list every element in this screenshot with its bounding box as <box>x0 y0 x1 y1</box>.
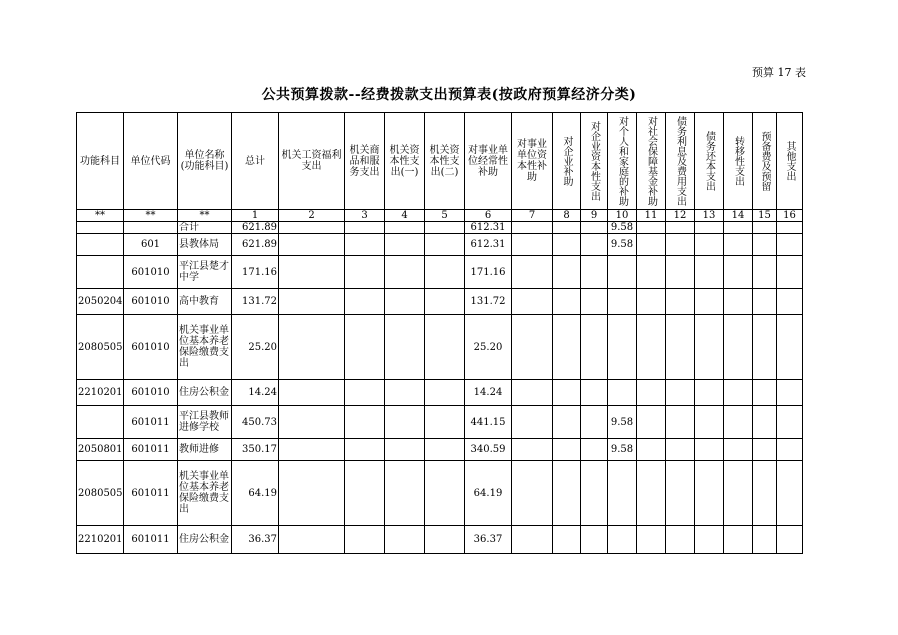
table-row <box>77 406 803 439</box>
index-cell: 1 <box>232 210 279 222</box>
empty-cell <box>777 289 803 315</box>
empty-cell <box>777 406 803 439</box>
empty-cell <box>345 380 385 406</box>
empty-cell <box>637 234 666 256</box>
table-row <box>77 380 803 406</box>
total-cell: 25.20 <box>232 315 279 380</box>
empty-cell <box>279 461 345 526</box>
empty-cell <box>777 222 803 234</box>
header-cell: 机关工资福利支出 <box>279 113 345 210</box>
index-cell: 7 <box>512 210 553 222</box>
empty-cell <box>553 234 581 256</box>
empty-cell <box>666 439 695 461</box>
public-institution-subsidy-cell: 612.31 <box>465 222 512 234</box>
household-subsidy-cell: 9.58 <box>608 222 637 234</box>
empty-cell <box>512 234 553 256</box>
empty-cell <box>512 222 553 234</box>
public-institution-subsidy-cell: 441.15 <box>465 406 512 439</box>
total-cell: 450.73 <box>232 406 279 439</box>
empty-cell <box>666 315 695 380</box>
total-cell: 14.24 <box>232 380 279 406</box>
empty-cell <box>512 289 553 315</box>
household-subsidy-cell <box>608 526 637 554</box>
empty-cell <box>425 234 465 256</box>
empty-cell <box>666 289 695 315</box>
empty-cell <box>279 315 345 380</box>
unit-code-cell: 601 <box>124 234 178 256</box>
budget-table <box>76 112 803 554</box>
household-subsidy-cell: 9.58 <box>608 234 637 256</box>
public-institution-subsidy-cell: 131.72 <box>465 289 512 315</box>
empty-cell <box>695 289 724 315</box>
empty-cell <box>695 234 724 256</box>
empty-cell <box>553 406 581 439</box>
unit-code-cell: 601010 <box>124 315 178 380</box>
empty-cell <box>637 222 666 234</box>
header-cell: 总计 <box>232 113 279 210</box>
unit-name-cell: 平江县楚才中学 <box>178 256 232 289</box>
empty-cell <box>637 406 666 439</box>
household-subsidy-cell <box>608 289 637 315</box>
empty-cell <box>724 439 753 461</box>
unit-code-cell: 601011 <box>124 526 178 554</box>
empty-cell <box>777 526 803 554</box>
empty-cell <box>425 289 465 315</box>
table-row <box>77 234 803 256</box>
header-cell: 对事业单位经常性补助 <box>465 113 512 210</box>
table-row <box>77 315 803 380</box>
empty-cell <box>581 380 608 406</box>
empty-cell <box>724 461 753 526</box>
index-cell: ** <box>178 210 232 222</box>
header-cell: 其他支出 <box>777 113 803 210</box>
empty-cell <box>279 439 345 461</box>
empty-cell <box>512 380 553 406</box>
empty-cell <box>777 234 803 256</box>
unit-name-cell: 县教体局 <box>178 234 232 256</box>
header-cell: 单位名称(功能科目) <box>178 113 232 210</box>
header-row <box>77 113 803 210</box>
empty-cell <box>425 315 465 380</box>
document-title: 公共预算拨款--经费拨款支出预算表(按政府预算经济分类) <box>261 87 637 103</box>
empty-cell <box>753 461 777 526</box>
unit-code-cell: 601010 <box>124 256 178 289</box>
index-cell: 8 <box>553 210 581 222</box>
unit-name-cell: 住房公积金 <box>178 380 232 406</box>
empty-cell <box>512 256 553 289</box>
total-cell: 621.89 <box>232 234 279 256</box>
empty-cell <box>581 461 608 526</box>
empty-cell <box>695 256 724 289</box>
header-cell: 机关资本性支出(二) <box>425 113 465 210</box>
function-code-cell: 2210201 <box>77 380 124 406</box>
header-cell: 对事业单位资本性补助 <box>512 113 553 210</box>
empty-cell <box>637 461 666 526</box>
empty-cell <box>553 315 581 380</box>
empty-cell <box>695 315 724 380</box>
total-cell: 64.19 <box>232 461 279 526</box>
table-row <box>77 222 803 234</box>
empty-cell <box>425 439 465 461</box>
empty-cell <box>345 439 385 461</box>
index-cell: 16 <box>777 210 803 222</box>
table-row <box>77 526 803 554</box>
function-code-cell <box>77 406 124 439</box>
unit-code-cell: 601010 <box>124 380 178 406</box>
header-cell: 功能科目 <box>77 113 124 210</box>
table-row <box>77 289 803 315</box>
index-cell: 3 <box>345 210 385 222</box>
empty-cell <box>385 439 425 461</box>
function-code-cell: 2080505 <box>77 315 124 380</box>
empty-cell <box>777 380 803 406</box>
empty-cell <box>385 461 425 526</box>
total-cell: 171.16 <box>232 256 279 289</box>
empty-cell <box>753 256 777 289</box>
index-cell: 10 <box>608 210 637 222</box>
empty-cell <box>581 234 608 256</box>
empty-cell <box>581 256 608 289</box>
household-subsidy-cell <box>608 256 637 289</box>
empty-cell <box>724 380 753 406</box>
table-row <box>77 461 803 526</box>
empty-cell <box>724 406 753 439</box>
empty-cell <box>553 289 581 315</box>
empty-cell <box>581 406 608 439</box>
empty-cell <box>345 315 385 380</box>
empty-cell <box>724 289 753 315</box>
total-cell: 621.89 <box>232 222 279 234</box>
function-code-cell: 2050204 <box>77 289 124 315</box>
household-subsidy-cell <box>608 315 637 380</box>
header-cell: 机关商品和服务支出 <box>345 113 385 210</box>
function-code-cell <box>77 234 124 256</box>
total-cell: 350.17 <box>232 439 279 461</box>
public-institution-subsidy-cell: 171.16 <box>465 256 512 289</box>
public-institution-subsidy-cell: 14.24 <box>465 380 512 406</box>
index-cell: 6 <box>465 210 512 222</box>
empty-cell <box>425 222 465 234</box>
index-cell: 9 <box>581 210 608 222</box>
empty-cell <box>753 406 777 439</box>
empty-cell <box>512 439 553 461</box>
empty-cell <box>385 526 425 554</box>
empty-cell <box>724 222 753 234</box>
empty-cell <box>512 315 553 380</box>
empty-cell <box>777 461 803 526</box>
empty-cell <box>777 315 803 380</box>
header-cell: 单位代码 <box>124 113 178 210</box>
empty-cell <box>553 256 581 289</box>
empty-cell <box>512 526 553 554</box>
household-subsidy-cell: 9.58 <box>608 439 637 461</box>
unit-code-cell: 601011 <box>124 406 178 439</box>
header-cell: 预备费及预留 <box>753 113 777 210</box>
unit-code-cell: 601011 <box>124 439 178 461</box>
empty-cell <box>553 439 581 461</box>
empty-cell <box>279 222 345 234</box>
empty-cell <box>553 222 581 234</box>
unit-name-cell: 住房公积金 <box>178 526 232 554</box>
empty-cell <box>753 526 777 554</box>
unit-name-cell: 机关事业单位基本养老保险缴费支出 <box>178 315 232 380</box>
empty-cell <box>753 234 777 256</box>
empty-cell <box>345 222 385 234</box>
total-cell: 131.72 <box>232 289 279 315</box>
header-cell: 对社会保障基金补助 <box>637 113 666 210</box>
header-cell: 转移性支出 <box>724 113 753 210</box>
public-institution-subsidy-cell: 25.20 <box>465 315 512 380</box>
empty-cell <box>637 380 666 406</box>
empty-cell <box>425 526 465 554</box>
empty-cell <box>279 380 345 406</box>
empty-cell <box>753 222 777 234</box>
index-cell: 4 <box>385 210 425 222</box>
function-code-cell: 2080505 <box>77 461 124 526</box>
form-number: 预算 17 表 <box>752 66 806 79</box>
empty-cell <box>695 439 724 461</box>
empty-cell <box>637 315 666 380</box>
public-institution-subsidy-cell: 340.59 <box>465 439 512 461</box>
index-cell: 13 <box>695 210 724 222</box>
empty-cell <box>777 256 803 289</box>
household-subsidy-cell <box>608 461 637 526</box>
household-subsidy-cell: 9.58 <box>608 406 637 439</box>
header-cell: 机关资本性支出(一) <box>385 113 425 210</box>
empty-cell <box>777 439 803 461</box>
index-cell: 15 <box>753 210 777 222</box>
table-body <box>77 222 803 554</box>
empty-cell <box>512 406 553 439</box>
empty-cell <box>695 406 724 439</box>
empty-cell <box>279 526 345 554</box>
empty-cell <box>637 256 666 289</box>
empty-cell <box>753 439 777 461</box>
index-cell: 5 <box>425 210 465 222</box>
header-cell: 对个人和家庭的补助 <box>608 113 637 210</box>
unit-name-cell: 高中教育 <box>178 289 232 315</box>
column-index-row <box>77 210 803 222</box>
unit-code-cell: 601011 <box>124 461 178 526</box>
empty-cell <box>553 461 581 526</box>
empty-cell <box>753 380 777 406</box>
public-institution-subsidy-cell: 64.19 <box>465 461 512 526</box>
empty-cell <box>345 256 385 289</box>
empty-cell <box>385 256 425 289</box>
unit-name-cell: 教师进修 <box>178 439 232 461</box>
index-cell: ** <box>124 210 178 222</box>
unit-name-cell: 机关事业单位基本养老保险缴费支出 <box>178 461 232 526</box>
empty-cell <box>385 222 425 234</box>
empty-cell <box>279 234 345 256</box>
empty-cell <box>753 315 777 380</box>
empty-cell <box>345 461 385 526</box>
function-code-cell <box>77 256 124 289</box>
index-cell: 11 <box>637 210 666 222</box>
empty-cell <box>581 222 608 234</box>
empty-cell <box>637 289 666 315</box>
empty-cell <box>695 380 724 406</box>
empty-cell <box>724 315 753 380</box>
empty-cell <box>637 439 666 461</box>
function-code-cell <box>77 222 124 234</box>
empty-cell <box>724 526 753 554</box>
unit-name-cell: 平江县教师进修学校 <box>178 406 232 439</box>
index-cell: 12 <box>666 210 695 222</box>
table-row <box>77 256 803 289</box>
public-institution-subsidy-cell: 36.37 <box>465 526 512 554</box>
empty-cell <box>385 380 425 406</box>
empty-cell <box>553 526 581 554</box>
empty-cell <box>385 234 425 256</box>
empty-cell <box>666 222 695 234</box>
empty-cell <box>279 406 345 439</box>
empty-cell <box>666 526 695 554</box>
empty-cell <box>666 256 695 289</box>
empty-cell <box>666 380 695 406</box>
total-cell: 36.37 <box>232 526 279 554</box>
empty-cell <box>666 234 695 256</box>
household-subsidy-cell <box>608 380 637 406</box>
empty-cell <box>695 461 724 526</box>
empty-cell <box>695 222 724 234</box>
header-cell: 债务还本支出 <box>695 113 724 210</box>
unit-name-cell: 合计 <box>178 222 232 234</box>
empty-cell <box>425 461 465 526</box>
empty-cell <box>279 289 345 315</box>
empty-cell <box>666 461 695 526</box>
empty-cell <box>666 406 695 439</box>
public-institution-subsidy-cell: 612.31 <box>465 234 512 256</box>
index-cell: 2 <box>279 210 345 222</box>
empty-cell <box>425 380 465 406</box>
empty-cell <box>425 406 465 439</box>
empty-cell <box>695 526 724 554</box>
empty-cell <box>512 461 553 526</box>
empty-cell <box>345 234 385 256</box>
header-cell: 对企业资本性支出 <box>581 113 608 210</box>
empty-cell <box>724 234 753 256</box>
empty-cell <box>385 406 425 439</box>
unit-code-cell <box>124 222 178 234</box>
empty-cell <box>581 289 608 315</box>
empty-cell <box>279 256 345 289</box>
empty-cell <box>753 289 777 315</box>
index-cell: ** <box>77 210 124 222</box>
empty-cell <box>724 256 753 289</box>
empty-cell <box>385 289 425 315</box>
header-cell: 债务利息及费用支出 <box>666 113 695 210</box>
index-cell: 14 <box>724 210 753 222</box>
empty-cell <box>345 526 385 554</box>
empty-cell <box>345 289 385 315</box>
empty-cell <box>637 526 666 554</box>
empty-cell <box>385 315 425 380</box>
empty-cell <box>581 526 608 554</box>
header-cell: 对企业补助 <box>553 113 581 210</box>
empty-cell <box>581 315 608 380</box>
empty-cell <box>345 406 385 439</box>
empty-cell <box>425 256 465 289</box>
empty-cell <box>553 380 581 406</box>
empty-cell <box>581 439 608 461</box>
function-code-cell: 2210201 <box>77 526 124 554</box>
table-row <box>77 439 803 461</box>
unit-code-cell: 601010 <box>124 289 178 315</box>
function-code-cell: 2050801 <box>77 439 124 461</box>
